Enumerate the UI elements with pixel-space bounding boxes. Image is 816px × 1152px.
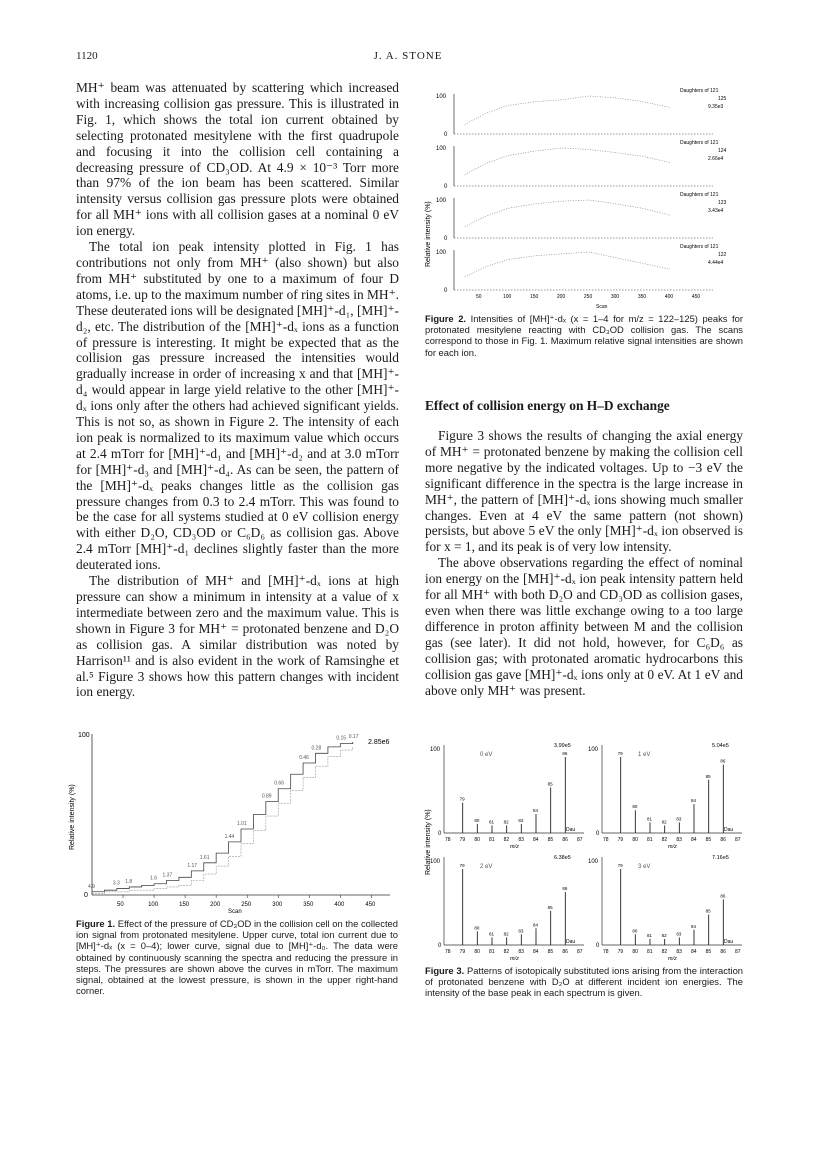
figure-3-peak-label: 80 [474, 925, 480, 931]
figure-2-ytick-bottom: 0 [444, 132, 448, 138]
figure-3-xtick-label: 83 [676, 949, 682, 955]
caption-text: Intensities of [MH]⁺-dₓ (x = 1–4 for m/z = 122–125) peaks for protonated mesitylene reacting with CD₃OD collision gas. The scans correspond to those in Fig. 1. Maximum relative signal intensities are shown for each ion. [425, 313, 743, 358]
section-heading: Effect of collision energy on H–D exchange [425, 398, 670, 413]
figure-3-xtick-label: 81 [489, 837, 495, 843]
figure-3-ylabel: Relative intensity (%) [425, 809, 432, 875]
figure-3-peak-label: 86 [562, 751, 568, 756]
figure-2-ylabel: Relative intensity (%) [425, 201, 432, 267]
figure-3-ytick-bottom: 0 [596, 943, 600, 949]
figure-1-caption [76, 918, 398, 996]
figure-3-xlabel: m/z [510, 956, 519, 962]
figure-3-xtick-label: 82 [661, 837, 668, 843]
figure-3-xtick-label: 87 [577, 837, 583, 843]
figure-3-peak-label: 82 [503, 819, 509, 825]
figure-3-xtick-label: 80 [632, 949, 638, 955]
figure-1-pressure-label: 4.9 [88, 883, 95, 890]
figure-3-peak-label: 79 [617, 751, 623, 756]
left-column [76, 80, 399, 700]
figure-3-peak-label: 86 [720, 893, 726, 899]
paragraph: The distribution of MH⁺ and [MH]⁺-dₓ ions at high pressure can show a minimum in intensity at a value of x intermediate between zero and the maximum value. This is shown in Figure 3 for MH⁺ = protonated benzene and D₂O as collision gas. A similar distribution was noted by Harrison¹¹ and is also evident in the work of Ramsinghe et al.⁵ Figure 3 shows how this pattern changes with incident ion energy. [76, 573, 399, 700]
figure-2-ytick-top: 100 [436, 94, 447, 100]
figure-2-panel-mz: 125 [718, 96, 727, 102]
figure-3-chart [418, 735, 748, 961]
figure-3-xtick-label: 87 [735, 949, 741, 955]
figure-2-ytick-top: 100 [436, 146, 447, 152]
figure-1-pressure-label: 1.61 [199, 854, 210, 861]
figure-3-dau-label: Dau [566, 939, 576, 945]
figure-2-panel [436, 88, 727, 138]
figure-1-xtick-label: 450 [365, 902, 376, 908]
figure-3-xtick-label: 84 [691, 949, 697, 955]
figure-3-xtick-label: 83 [518, 949, 524, 955]
figure-2-xlabel: Scan [596, 304, 608, 310]
figure-3-peak-label: 83 [676, 931, 682, 937]
figure-3-max-label: 3.99e5 [554, 743, 571, 749]
figure-2-series-line [465, 96, 670, 125]
figure-3-peak-label: 80 [632, 928, 638, 934]
figure-3-peak-label: 86 [720, 758, 726, 764]
figure-3-peak-label: 81 [647, 816, 653, 822]
figure-1-series-line-0 [92, 742, 353, 892]
figure-1-ytick-top: 100 [78, 732, 90, 739]
figure-3-ytick-top: 100 [588, 747, 599, 753]
figure-2-xtick-label: 100 [502, 294, 512, 300]
figure-3-xtick-label: 81 [647, 837, 653, 843]
figure-3-ytick-top: 100 [588, 859, 599, 865]
figure-1-xtick-label: 100 [148, 902, 159, 908]
figure-2-series-line [465, 252, 670, 277]
figure-3-xtick-label: 85 [547, 949, 554, 955]
figure-3-peak-label: 82 [661, 932, 667, 938]
caption-label: Figure 1. [76, 918, 116, 929]
figure-1-pressure-label: 1.6 [150, 875, 158, 882]
figure-2-panel-max: 4.44e4 [708, 260, 724, 266]
figure-2-panel-title: Daughters of 121 [680, 140, 719, 146]
figure-3-peak-label: 79 [459, 863, 465, 868]
figure-2-xtick-label: 400 [664, 294, 674, 300]
figure-3-peak-label: 81 [489, 819, 495, 825]
figure-2-panel [436, 140, 727, 190]
figure-2-panel-max: 3.43e4 [708, 208, 724, 214]
figure-3-peak-label: 81 [647, 932, 653, 938]
running-head: J. A. STONE [373, 50, 443, 62]
figure-1-xtick-label: 250 [241, 902, 252, 908]
figure-3-peak-label: 83 [676, 816, 682, 822]
figure-2-series-line [465, 148, 670, 175]
right-column [425, 428, 743, 698]
figure-3-peak-label: 85 [547, 781, 553, 787]
figure-3-peak-label: 83 [518, 817, 524, 823]
figure-2-ytick-top: 100 [436, 198, 447, 204]
figure-3-xtick-label: 83 [518, 837, 524, 843]
figure-3-xtick-label: 85 [705, 949, 712, 955]
figure-3-panel [588, 855, 742, 962]
figure-3-peak-label: 79 [617, 863, 623, 868]
figure-3-xtick-label: 84 [533, 949, 539, 955]
paragraph: The total ion peak intensity plotted in Fig. 1 has contributions not only from MH⁺ (also shown) but also from MH⁺ substituted by one to a maximum of four D atoms, i.e. up to the maximum number of ring sites in MH⁺. These deuterated ions will be designated [MH]⁺-d₁, [MH]⁺-d₂, etc. The distribution of the [MH]⁺-dₓ ions as a function of pressure is interesting. It might be expected that as the collision gas pressure increased the intensities would gradually increase in order of increasing x and that [MH]⁺-d₄ would appear in large yield relative to the other [MH]⁺-dₓ ions only after the others had achieved significant yields. This is not so, as shown in Figure 2. The intensity of each ion peak is normalized to its maximum value which occurs at 2.4 mTorr for [MH]⁺-d₁ and [MH]⁺-d₂ and at 3.0 mTorr for [MH]⁺-d₃ and [MH]⁺-d₄. As can be seen, the pattern of the [MH]⁺-dₓ peaks changes little as the collision gas pressure changes from 0.3 to 2.4 mTorr. This was found to be the case for all systems studied at 0 eV collision energy with either D₂O, CD₃OD or C₆D₆ as collision gas. Above 2.4 mTorr [MH]⁺-d₁ declines slightly faster than the more deuterated ions. [76, 239, 399, 573]
paragraph: MH⁺ beam was attenuated by scattering which increased with increasing collision gas pressure. This is illustrated in Fig. 1, which shows the total ion current obtained by selecting protonated mesitylene with the first quadrupole and focusing it into the collision cell containing a decreasing pressure of CD₃OD. At 4.9 × 10⁻³ Torr more than 97% of the ion beam has been scattered. Similar intensity versus collision gas pressure plots were obtained for all MH⁺ ions with all collision gases at a nominal 0 eV ion energy. [76, 80, 399, 239]
figure-2-xtick-label: 50 [475, 294, 482, 300]
figure-2-xtick-label: 150 [529, 294, 539, 300]
page-number: 1120 [76, 50, 98, 62]
figure-3-peak-label: 83 [518, 928, 524, 934]
figure-3-xtick-label: 82 [503, 949, 510, 955]
figure-2-panel-max: 2.66e4 [708, 156, 724, 162]
caption-label: Figure 3. [425, 965, 465, 976]
figure-2-xtick-label: 300 [610, 294, 620, 300]
figure-1-pressure-label: 3.3 [112, 880, 120, 887]
figure-3-peak-label: 81 [489, 931, 495, 937]
figure-3-max-label: 7.16e5 [712, 855, 729, 861]
figure-3-xtick-label: 83 [676, 837, 682, 843]
caption-text: Patterns of isotopically substituted ions arising from the interaction of protonated benzene with D₂O at different incident ion energies. The intensity of the base peak in each spectrum is given. [425, 965, 743, 999]
figure-3-xtick-label: 80 [474, 949, 480, 955]
figure-3-xtick-label: 87 [577, 949, 583, 955]
figure-3-xtick-label: 79 [617, 949, 624, 955]
figure-3-peak-label: 85 [705, 908, 711, 914]
figure-3-energy-label: 0 eV [480, 752, 493, 758]
figure-1-chart [60, 720, 400, 915]
figure-3-ytick-top: 100 [430, 859, 441, 865]
figure-1-pressure-label: 0.17 [348, 734, 359, 741]
figure-3-peak-label: 84 [691, 798, 697, 804]
figure-3-xtick-label: 85 [705, 837, 712, 843]
figure-1-ytick-bottom: 0 [84, 892, 88, 899]
figure-1-xtick-label: 300 [272, 902, 283, 908]
figure-2-ytick-bottom: 0 [444, 184, 448, 190]
figure-3-peak-label: 82 [503, 931, 509, 937]
figure-3-xtick-label: 78 [603, 949, 609, 955]
figure-1-xtick-label: 150 [179, 902, 190, 908]
figure-3-ytick-bottom: 0 [438, 943, 442, 949]
figure-3-energy-label: 2 eV [480, 864, 493, 870]
figure-3-xtick-label: 81 [647, 949, 653, 955]
figure-3-xtick-label: 85 [547, 837, 554, 843]
figure-1-pressure-label: 1.37 [162, 872, 173, 879]
figure-3-max-label: 6.38e5 [554, 855, 571, 861]
figure-2-xtick-label: 450 [691, 294, 701, 300]
figure-3-peak-label: 85 [705, 773, 711, 779]
figure-3-xtick-label: 84 [533, 837, 539, 843]
figure-3-max-label: 5.04e5 [712, 743, 729, 749]
figure-3-ytick-bottom: 0 [438, 831, 442, 837]
figure-3-xtick-label: 80 [474, 837, 480, 843]
figure-2-panel [436, 244, 727, 294]
figure-2-ytick-bottom: 0 [444, 288, 448, 294]
figure-3-energy-label: 3 eV [638, 864, 651, 870]
figure-3-xtick-label: 79 [617, 837, 624, 843]
figure-3-panel [588, 743, 742, 850]
figure-3-peak-label: 85 [547, 904, 553, 910]
figure-3-panel [430, 743, 584, 850]
figure-3-xtick-label: 79 [459, 949, 466, 955]
figure-3-xtick-label: 86 [562, 837, 568, 843]
figure-3-xtick-label: 86 [562, 949, 568, 955]
figure-3-xtick-label: 80 [632, 837, 638, 843]
figure-2-chart [418, 82, 748, 310]
figure-3-dau-label: Dau [724, 827, 734, 833]
figure-3-peak-label: 84 [533, 808, 539, 813]
caption-label: Figure 2. [425, 313, 467, 324]
figure-1-max-signal: 2.85e6 [368, 739, 390, 746]
figure-1-pressure-label: 1.44 [224, 833, 235, 840]
figure-3-xtick-label: 81 [489, 949, 495, 955]
figure-2-panel-mz: 123 [718, 200, 727, 206]
figure-1-pressure-label: 1.8 [125, 878, 133, 885]
figure-1-pressure-label: 0.15 [336, 735, 347, 742]
figure-2-series-line [465, 200, 670, 227]
figure-3-ytick-top: 100 [430, 747, 441, 753]
figure-1-xlabel: Scan [228, 909, 242, 915]
figure-3-xtick-label: 87 [735, 837, 741, 843]
figure-3-xtick-label: 78 [445, 837, 451, 843]
figure-3-dau-label: Dau [724, 939, 734, 945]
figure-3-dau-label: Dau [566, 827, 576, 833]
figure-2-panel-title: Daughters of 121 [680, 244, 719, 250]
figure-1-xtick-label: 200 [210, 902, 221, 908]
figure-3-xtick-label: 82 [661, 949, 668, 955]
figure-3-xtick-label: 84 [691, 837, 697, 843]
figure-3-xlabel: m/z [510, 844, 519, 850]
figure-3-peak-label: 80 [632, 804, 638, 810]
figure-3-xtick-label: 82 [503, 837, 510, 843]
figure-1-ylabel: Relative intensity (%) [69, 784, 76, 850]
figure-1-xtick-label: 50 [117, 902, 124, 908]
figure-2-panel-mz: 124 [718, 148, 727, 154]
figure-3-xtick-label: 79 [459, 837, 466, 843]
figure-3-peak-label: 80 [474, 817, 480, 823]
figure-2-panel-max: 9.35e3 [708, 104, 724, 110]
figure-3-xtick-label: 78 [445, 949, 451, 955]
paragraph: The above observations regarding the effect of nominal ion energy on the [MH]⁺-dₓ ion peak intensity pattern held for all MH⁺ with both D₂O and CD₃OD as collision gases, even when there was little exchange owing to a too large difference in proton affinity between M and the collision gas (see later). It did not hold, however, for C₆D₆ as collision gas; with protonated aromatic hydrocarbons this collision gas gave [MH]⁺-dₓ ions only at 0 eV. At 1 eV and above only MH⁺ was present. [425, 555, 743, 698]
figure-1-xtick-label: 350 [303, 902, 314, 908]
figure-3-xlabel: m/z [668, 844, 677, 850]
figure-2-ytick-bottom: 0 [444, 236, 448, 242]
figure-1-pressure-label: 1.17 [187, 862, 198, 869]
figure-3-panel [430, 855, 584, 962]
figure-3-peak-label: 79 [459, 796, 465, 802]
figure-2-caption [425, 313, 743, 358]
figure-3-peak-label: 84 [691, 923, 697, 929]
caption-text: Effect of the pressure of CD₃OD in the collision cell on the collected ion signal from protonated mesitylene. Upper curve, total ion current due to [MH]⁺-dₓ (x = 0–4); lower curve, signal due to [MH]⁺-d₀. The data were obtained by continuously scanning the spectra and reducing the pressure in steps. The pressures are shown above the curves in mTorr. The maximum signal, obtained at the lowest pressure, is shown in the upper right-hand corner. [76, 918, 398, 997]
figure-2-ytick-top: 100 [436, 250, 447, 256]
figure-3-caption [425, 965, 743, 999]
figure-1-pressure-label: 0.89 [261, 793, 272, 800]
figure-3-xlabel: m/z [668, 956, 677, 962]
figure-2-panel-mz: 122 [718, 252, 727, 258]
figure-3-xtick-label: 78 [603, 837, 609, 843]
figure-2-xtick-label: 200 [556, 294, 566, 300]
figure-1-pressure-label: 1.01 [237, 820, 247, 827]
figure-3-xtick-label: 86 [720, 837, 726, 843]
figure-1-xtick-label: 400 [334, 902, 345, 908]
figure-2-panel-title: Daughters of 121 [680, 192, 719, 198]
figure-2-xtick-label: 250 [583, 294, 593, 300]
figure-3-energy-label: 1 eV [638, 752, 651, 758]
figure-3-peak-label: 86 [562, 885, 568, 891]
figure-3-ytick-bottom: 0 [596, 831, 600, 837]
figure-2-panel-title: Daughters of 121 [680, 88, 719, 94]
figure-1-pressure-label: 0.28 [311, 745, 322, 752]
figure-2-panel [436, 192, 727, 242]
paragraph: Figure 3 shows the results of changing the axial energy of MH⁺ = protonated benzene by making the collision cell more negative by the indicated voltages. Up to −3 eV the significant difference in the spectra is the large increase in MH⁺, the pattern of [MH]⁺-dₓ ions showing much smaller changes. Even at 4 eV the same pattern (not shown) persists, but above 5 eV the only [MH]⁺-dₓ ion observed is for x = 1, and its peak is of very low intensity. [425, 428, 743, 555]
figure-1-pressure-label: 0.66 [274, 780, 284, 787]
figure-1-pressure-label: 0.46 [299, 754, 309, 761]
figure-3-peak-label: 84 [533, 922, 539, 928]
figure-2-xtick-label: 350 [637, 294, 647, 300]
figure-3-xtick-label: 86 [720, 949, 726, 955]
figure-3-peak-label: 82 [661, 819, 667, 825]
figure-1-series-line-1 [92, 747, 353, 894]
